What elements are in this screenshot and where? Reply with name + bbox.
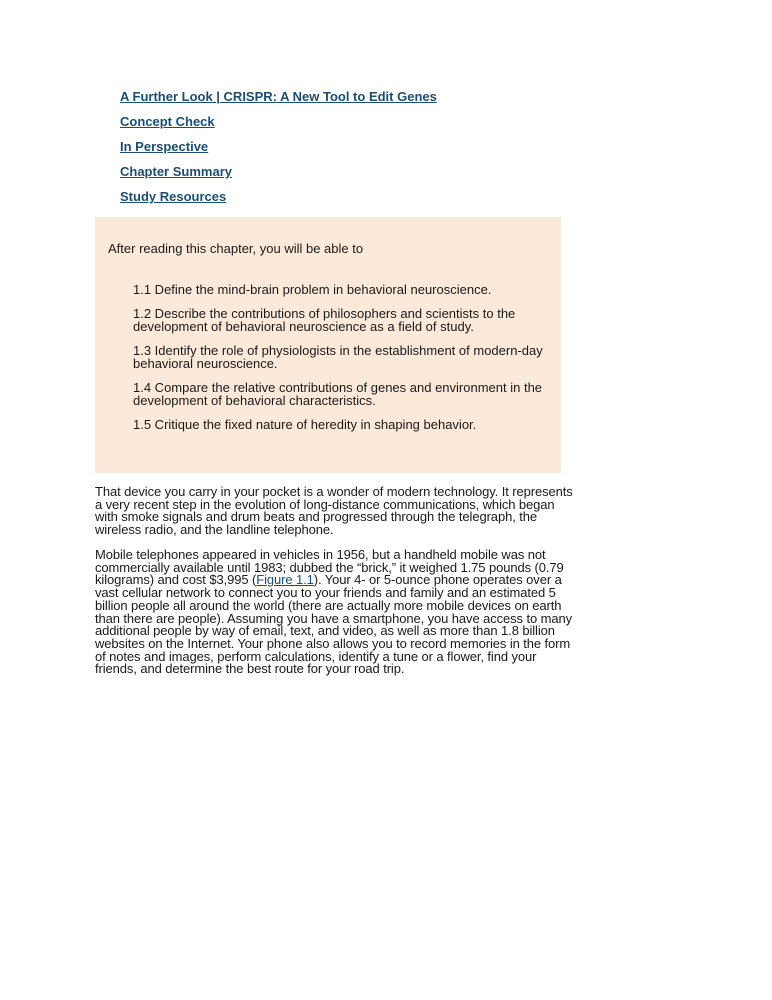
objectives-list xyxy=(133,283,543,442)
toc-item xyxy=(120,114,437,139)
toc-item xyxy=(120,164,437,189)
toc-link-study-resources[interactable]: Study Resources xyxy=(120,189,227,204)
objective-item: 1.1 Define the mind-brain problem in behavioral neuroscience. xyxy=(133,282,492,297)
body-paragraph-2 xyxy=(95,549,575,676)
toc-item xyxy=(120,189,437,214)
learning-objectives-box xyxy=(95,217,561,473)
objectives-intro: After reading this chapter, you will be able to xyxy=(108,241,364,256)
objective-item: 1.5 Critique the fixed nature of heredity in shaping behavior. xyxy=(133,417,477,432)
objective-item: 1.4 Compare the relative contributions of genes and environment in the development of behavioral characteristics. xyxy=(133,380,543,408)
paragraph-text: ). Your 4- or 5-ounce phone operates over a vast cellular network to connect you to your friends and family and an estimated 5 billion people all around the world (there are actually more mobile devices on earth than there are people). Assuming you have a smartphone, you have access to many additional people by way of email, text, and video, as well as more than 1.8 billion websites on the Internet. Your phone also allows you to record memories in the form of notes and images, perform calculations, identify a tune or a flower, find your friends, and determine the best route for your road trip. xyxy=(95,572,572,677)
body-paragraph-1: That device you carry in your pocket is a wonder of modern technology. It represents a very recent step in the evolution of long-distance communications, which began with smoke signals and drum beats and progressed through the telegraph, the wireless radio, and the landline telephone. xyxy=(95,484,573,538)
toc-item xyxy=(120,139,437,164)
toc-link-crispr[interactable]: A Further Look | CRISPR: A New Tool to Edit Genes xyxy=(120,89,437,104)
paragraph-text: Mobile telephones appeared in vehicles in 1956, but a handheld mobile was not commercially available until 1983; dubbed the “brick,” it weighed 1.75 pounds (0.79 kilograms) and cost $3,995 ( xyxy=(95,547,564,588)
objective-item: 1.2 Describe the contributions of philosophers and scientists to the development of behavioral neuroscience as a field of study. xyxy=(133,306,516,334)
table-of-contents xyxy=(120,89,437,214)
objective-item: 1.3 Identify the role of physiologists in the establishment of modern-day behavioral neuroscience. xyxy=(133,343,543,371)
toc-link-concept-check[interactable]: Concept Check xyxy=(120,114,215,129)
toc-item xyxy=(120,89,437,114)
toc-link-chapter-summary[interactable]: Chapter Summary xyxy=(120,164,232,179)
figure-link[interactable]: Figure 1.1 xyxy=(256,572,314,588)
toc-link-in-perspective[interactable]: In Perspective xyxy=(120,139,209,154)
